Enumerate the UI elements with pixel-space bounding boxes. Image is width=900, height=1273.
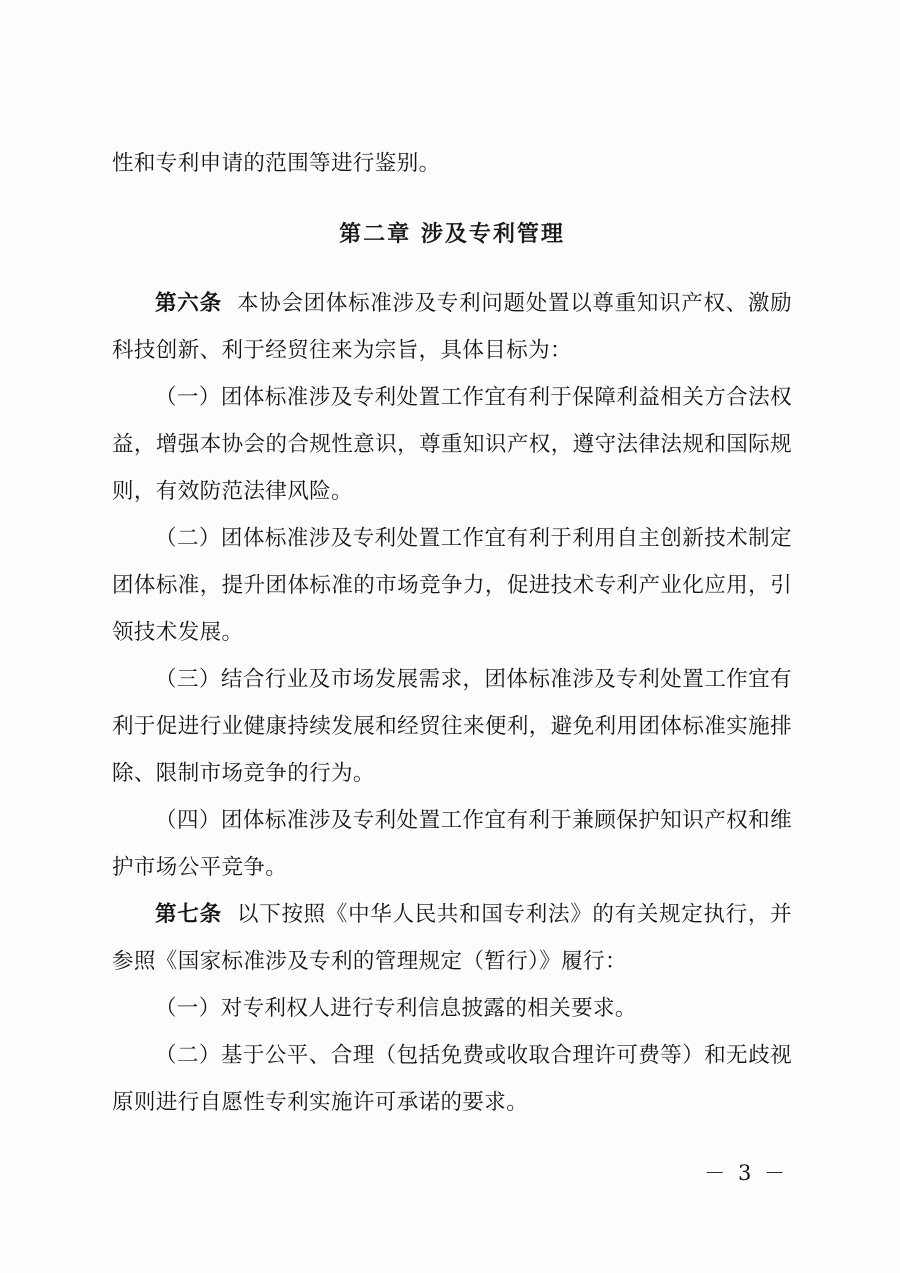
- article-text: 以下按照《中华人民共和国专利法》的有关规定执行，并参照《国家标准涉及专利的管理规定（暂行）》履行：: [112, 902, 792, 974]
- document-body: [112, 140, 792, 1126]
- paragraph: 性和专利申请的范围等进行鉴别。: [112, 151, 441, 176]
- paragraph: （二）基于公平、合理（包括免费或收取合理许可费等）和无歧视原则进行自愿性专利实施许可承诺的要求。: [112, 1043, 792, 1115]
- paragraph: （四）团体标准涉及专利处置工作宜有利于兼顾保护知识产权和维护市场公平竞争。: [112, 808, 792, 880]
- article-text: 本协会团体标准涉及专利问题处置以尊重知识产权、激励科技创新、利于经贸往来为宗旨，具体目标为：: [112, 291, 792, 363]
- article-paragraph: [112, 280, 792, 374]
- paragraph: （二）团体标准涉及专利处置工作宜有利于利用自主创新技术制定团体标准，提升团体标准的市场竞争力，促进技术专利产业化应用，引领技术发展。: [112, 526, 792, 645]
- article-paragraph: [112, 891, 792, 985]
- spacer: [112, 258, 792, 280]
- paragraph: （三）结合行业及市场发展需求，团体标准涉及专利处置工作宜有利于促进行业健康持续发展和经贸往来便利，避免利用团体标准实施排除、限制市场竞争的行为。: [112, 667, 792, 786]
- chapter-heading: 第二章 涉及专利管理: [339, 221, 565, 247]
- article-label: 第七条: [155, 902, 222, 927]
- spacer: [112, 187, 792, 211]
- article-label: 第六条: [155, 291, 222, 316]
- paragraph: （一）对专利权人进行专利信息披露的相关要求。: [155, 996, 637, 1021]
- paragraph: （一）团体标准涉及专利处置工作宜有利于保障利益相关方合法权益，增强本协会的合规性意识，尊重知识产权，遵守法律法规和国际规则，有效防范法律风险。: [112, 385, 792, 504]
- page-number: － 3 －: [704, 1161, 788, 1185]
